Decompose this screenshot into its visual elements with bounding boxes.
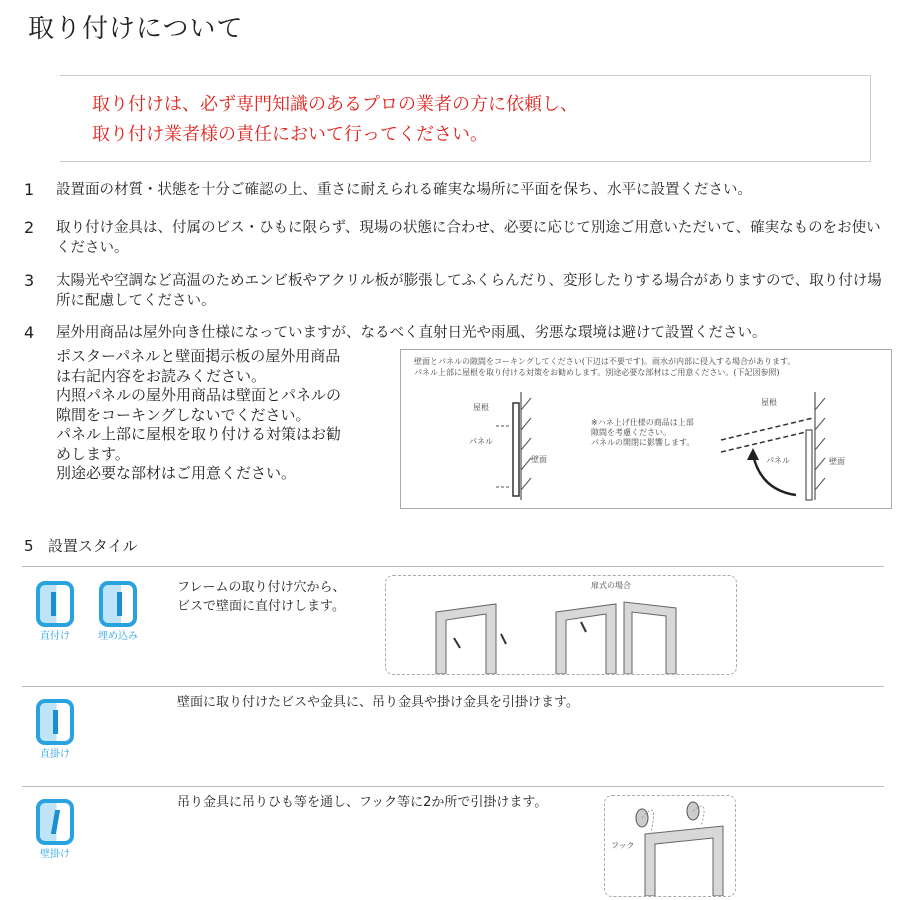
- panel-label: パネル: [766, 456, 790, 465]
- divider: [22, 566, 884, 567]
- desc-line: ビスで壁面に直付けします。: [177, 599, 345, 614]
- style-label: 壁掛け: [40, 849, 70, 860]
- item-number: 4: [24, 323, 35, 342]
- warning-line: 取り付け業者様の責任において行ってください。: [92, 124, 488, 145]
- roof-label: 屋根: [473, 403, 489, 412]
- note-line: 内照パネルの屋外用商品は壁面とパネルの: [56, 386, 342, 404]
- note-line: めします。: [56, 444, 130, 463]
- style-label: 直掛け: [40, 749, 70, 760]
- item-number: 1: [24, 180, 35, 199]
- style-label: 埋め込み: [98, 631, 138, 642]
- note-line: 別途必要な部材はご用意ください。: [56, 464, 297, 482]
- item-text: 屋外用商品は屋外向き仕様になっていますが、なるべく直射日光や雨風、劣悪な環境は避けて設置ください。: [56, 325, 767, 341]
- embed-mount-icon: [99, 581, 137, 627]
- divider: [22, 786, 884, 787]
- item-text: 取り付け金具は、付属のビス・ひもに限らず、現場の状態に合わせ、必要に応じて別途ご用意いただいて、確実なものをお使いください。: [56, 220, 881, 256]
- note-line: パネルの開閉に影響します。: [591, 438, 695, 447]
- wall-label: 壁面: [531, 455, 547, 464]
- style-description: [177, 578, 345, 616]
- note-line: ポスターパネルと壁面掲示板の屋外用商品: [56, 347, 341, 365]
- desc-line: 壁面に取り付けたビスや金具に、吊り金具や掛け金具を引掛けます。: [177, 695, 579, 710]
- style-label: 直付け: [40, 631, 70, 642]
- hinge-note: [591, 418, 694, 448]
- item-text: 太陽光や空調など高温のためエンビ板やアクリル板が膨張してふくらんだり、変形したりする場合がありますので、取り付け場所に配慮してください。: [56, 273, 882, 309]
- section-number: 5: [24, 537, 34, 555]
- note-line: は右記内容をお読みください。: [56, 366, 267, 385]
- diagram-caption: パネル上部に屋根を取り付ける対策をお勧めします。別途必要な部材はご用意ください。(下記図参照): [414, 368, 780, 377]
- section-heading: [24, 535, 138, 556]
- item-number: 2: [24, 218, 35, 237]
- roof-label: 屋根: [761, 398, 777, 407]
- hook-illustration: [604, 795, 736, 897]
- desc-line: 吊り金具に吊りひも等を通し、フック等に2か所で引掛けます。: [177, 795, 548, 810]
- style-description: [177, 693, 579, 712]
- page-title: 取り付けについて: [28, 14, 244, 44]
- section-title: 設置スタイル: [47, 537, 138, 555]
- wall-hang-icon: [36, 799, 74, 845]
- panel-label: パネル: [469, 437, 493, 446]
- wall-label: 壁面: [829, 457, 845, 466]
- warning-line: 取り付けは、必ず専門知識のあるプロの業者の方に依頼し、: [92, 94, 578, 115]
- warning-box: [60, 75, 871, 162]
- style-description: [177, 793, 547, 812]
- note-line: パネル上部に屋根を取り付ける対策はお勧: [56, 425, 342, 443]
- frame-illustration: [385, 575, 737, 675]
- direct-mount-icon: [36, 581, 74, 627]
- note-line: 隙間をコーキングしないでください。: [56, 405, 311, 424]
- hook-label: フック: [611, 841, 635, 850]
- note-line: 隙間を考慮ください。: [591, 428, 671, 437]
- caulking-diagram: [400, 349, 892, 509]
- item-text: 設置面の材質・状態を十分ご確認の上、重さに耐えられる確実な場所に平面を保ち、水平に設置ください。: [56, 182, 752, 198]
- direct-hang-icon: [36, 699, 74, 745]
- outdoor-note: [56, 347, 341, 484]
- divider: [22, 686, 884, 687]
- diagram-caption: 壁面とパネルの隙間をコーキングしてください(下辺は不要です)。雨水が内部に侵入する場合があります。: [414, 357, 796, 366]
- figure-caption: 扉式の場合: [591, 581, 631, 590]
- desc-line: フレームの取り付け穴から、: [177, 580, 346, 595]
- item-number: 3: [24, 271, 35, 290]
- note-line: ※ハネ上げ仕様の商品は上部: [591, 418, 694, 427]
